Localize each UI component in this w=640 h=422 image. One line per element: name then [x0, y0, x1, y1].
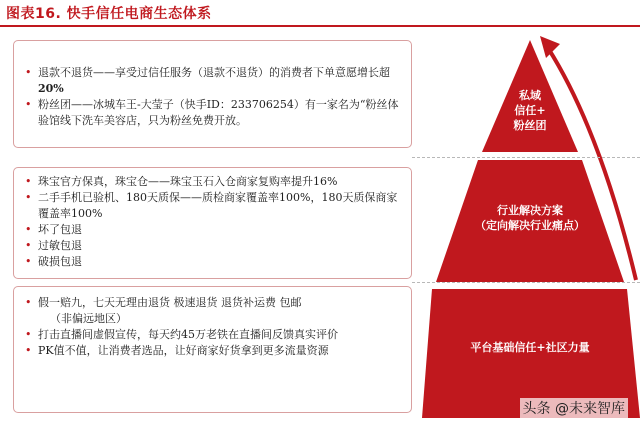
list-item: • 退款不退货——享受过信任服务（退款不退货）的消费者下单意愿增长超 20%: [20, 65, 405, 97]
pyramid-top-label: 私域 信任+ 粉丝团: [513, 89, 547, 132]
panel-private-trust: [13, 40, 412, 148]
watermark: 头条 @未来智库: [520, 398, 628, 418]
tier-divider-1: [412, 157, 640, 158]
list-item: • 粉丝团——冰城车王-大莹子（快手ID：233706254）有一家名为“粉丝体验馆线下洗车美容店，只为粉丝免费开放。: [20, 97, 405, 129]
list-item: • 过敏包退: [20, 238, 405, 254]
pyramid-middle-label: 行业解决方案 （定向解决行业痛点）: [475, 204, 585, 232]
tier-divider-2: [412, 282, 640, 283]
list-item: • 破损包退: [20, 254, 405, 270]
list-item: • 珠宝官方保真，珠宝仓——珠宝玉石入仓商家复购率提升16%: [20, 174, 405, 190]
list-item: • 二手手机已验机、180天质保——质检商家覆盖率100%，180天质保商家覆盖率100%: [20, 190, 405, 222]
pyramid-bottom-label: 平台基础信任+社区力量: [470, 341, 590, 354]
panel-platform-trust: [13, 286, 412, 413]
list-item: • 坏了包退: [20, 222, 405, 238]
list-item: • PK值不值，让消费者选品，让好商家好货拿到更多流量资源: [20, 343, 405, 359]
panel-industry-solutions: [13, 167, 412, 279]
figure-title: 图表16. 快手信任电商生态体系: [6, 6, 212, 22]
list-item: • 打击直播间虚假宣传，每天约45万老铁在直播间反馈真实评价: [20, 327, 405, 343]
list-item: • 假一赔九，七天无理由退货 极速退货 退货补运费 包邮: [20, 295, 405, 311]
list-item-continuation: （非偏远地区）: [50, 312, 127, 325]
